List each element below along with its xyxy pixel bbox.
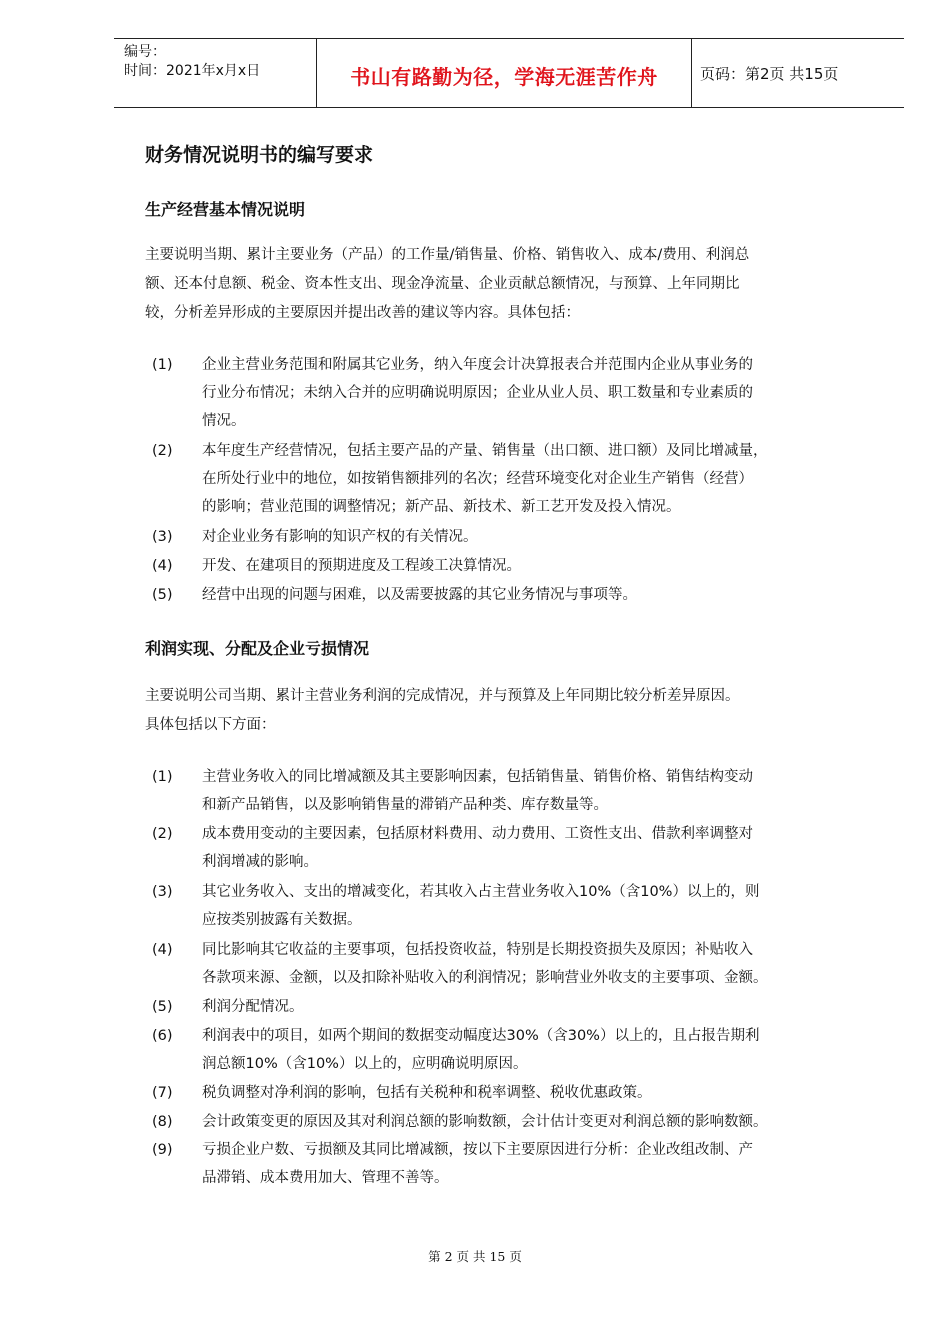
page-header xyxy=(114,38,904,108)
time-label: 时间：2021年x月x日 xyxy=(124,63,261,79)
item-number: (1) xyxy=(152,357,173,373)
item-number: (7) xyxy=(152,1085,173,1101)
item-line: 利润增减的影响。 xyxy=(202,854,318,870)
item-line: 各款项来源、金额，以及扣除补贴收入的利润情况；影响营业外收支的主要事项、金额。 xyxy=(202,970,768,986)
item-number: (2) xyxy=(152,443,173,459)
item-number: (2) xyxy=(152,826,173,842)
item-line: 成本费用变动的主要因素，包括原材料费用、动力费用、工资性支出、借款利率调整对 xyxy=(202,826,753,842)
item-line: 其它业务收入、支出的增减变化，若其收入占主营业务收入10%（含10%）以上的，则 xyxy=(202,884,760,900)
page-info: 页码：第2页 共15页 xyxy=(700,65,839,83)
section2-intro xyxy=(145,682,865,740)
item-line: 开发、在建项目的预期进度及工程竣工决算情况。 xyxy=(202,558,521,574)
item-number: (6) xyxy=(152,1028,173,1044)
intro-line: 额、还本付息额、税金、资本性支出、现金净流量、企业贡献总额情况，与预算、上年同期比 xyxy=(145,276,740,292)
item-number: (8) xyxy=(152,1114,173,1130)
item-line: 本年度生产经营情况，包括主要产品的产量、销售量（出口额、进口额）及同比增减量， xyxy=(202,443,768,459)
item-line: 亏损企业户数、亏损额及其同比增减额，按以下主要原因进行分析：企业改组改制、产 xyxy=(202,1142,753,1158)
item-number: (4) xyxy=(152,558,173,574)
item-line: 同比影响其它收益的主要事项，包括投资收益，特别是长期投资损失及原因；补贴收入 xyxy=(202,942,753,958)
header-motto-cell xyxy=(316,39,692,107)
item-number: (5) xyxy=(152,587,173,603)
item-number: (3) xyxy=(152,529,173,545)
item-line: 的影响；营业范围的调整情况；新产品、新技术、新工艺开发及投入情况。 xyxy=(202,499,681,515)
item-line: 税负调整对净利润的影响，包括有关税种和税率调整、税收优惠政策。 xyxy=(202,1085,652,1101)
item-line: 润总额10%（含10%）以上的，应明确说明原因。 xyxy=(202,1056,528,1072)
intro-line: 主要说明当期、累计主要业务（产品）的工作量/销售量、价格、销售收入、成本/费用、利润总 xyxy=(145,247,750,263)
number-label: 编号： xyxy=(124,44,166,60)
item-line: 在所处行业中的地位，如按销售额排列的名次；经营环境变化对企业生产销售（经营） xyxy=(202,471,753,487)
item-number: (1) xyxy=(152,769,173,785)
item-line: 和新产品销售，以及影响销售量的滞销产品种类、库存数量等。 xyxy=(202,797,608,813)
item-number: (5) xyxy=(152,999,173,1015)
page-footer: 第 2 页 共 15 页 xyxy=(428,1249,522,1264)
header-meta-cell xyxy=(114,39,316,107)
intro-line: 较，分析差异形成的主要原因并提出改善的建议等内容。具体包括： xyxy=(145,305,580,321)
motto: 书山有路勤为径，学海无涯苦作舟 xyxy=(350,65,658,89)
item-line: 利润分配情况。 xyxy=(202,999,304,1015)
item-line: 对企业业务有影响的知识产权的有关情况。 xyxy=(202,529,478,545)
item-number: (3) xyxy=(152,884,173,900)
item-line: 行业分布情况；未纳入合并的应明确说明原因；企业从业人员、职工数量和专业素质的 xyxy=(202,385,753,401)
item-line: 会计政策变更的原因及其对利润总额的影响数额，会计估计变更对利润总额的影响数额。 xyxy=(202,1114,768,1130)
item-line: 企业主营业务范围和附属其它业务，纳入年度会计决算报表合并范围内企业从事业务的 xyxy=(202,357,753,373)
item-number: (4) xyxy=(152,942,173,958)
intro-line: 主要说明公司当期、累计主营业务利润的完成情况，并与预算及上年同期比较分析差异原因。 xyxy=(145,688,740,704)
intro-line: 具体包括以下方面： xyxy=(145,717,276,733)
document-title: 财务情况说明书的编写要求 xyxy=(145,144,374,166)
item-line: 情况。 xyxy=(202,413,246,429)
item-line: 利润表中的项目，如两个期间的数据变动幅度达30%（含30%）以上的，且占报告期利 xyxy=(202,1028,760,1044)
item-line: 主营业务收入的同比增减额及其主要影响因素，包括销售量、销售价格、销售结构变动 xyxy=(202,769,753,785)
item-line: 品滞销、成本费用加大、管理不善等。 xyxy=(202,1170,449,1186)
section1-intro xyxy=(145,241,865,328)
section1-heading: 生产经营基本情况说明 xyxy=(145,200,306,219)
header-page-cell xyxy=(690,39,904,107)
item-number: (9) xyxy=(152,1142,173,1158)
section2-heading: 利润实现、分配及企业亏损情况 xyxy=(145,639,370,658)
item-line: 经营中出现的问题与困难，以及需要披露的其它业务情况与事项等。 xyxy=(202,587,637,603)
item-line: 应按类别披露有关数据。 xyxy=(202,912,362,928)
